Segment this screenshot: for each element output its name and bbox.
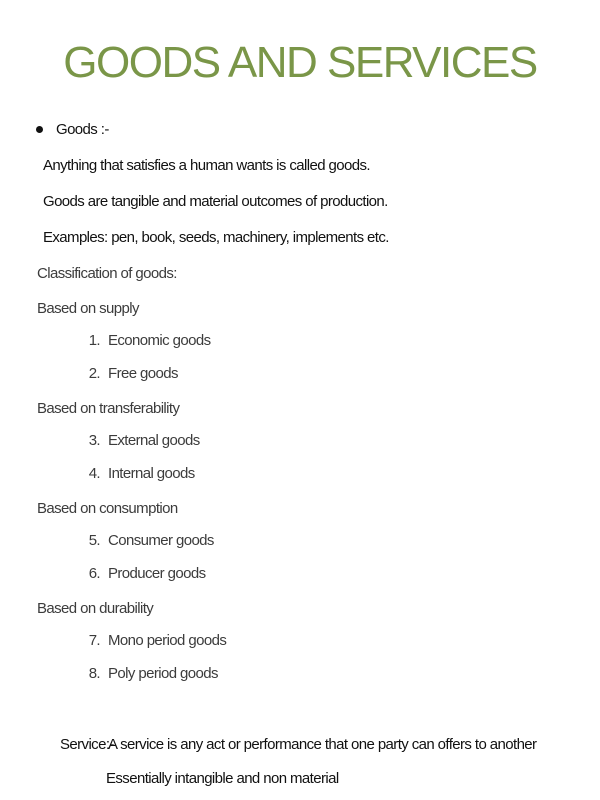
group-label-consumption: Based on consumption bbox=[37, 500, 178, 517]
list-item-text: External goods bbox=[108, 432, 200, 449]
list-item-text: Poly period goods bbox=[108, 665, 218, 682]
goods-examples: Examples: pen, book, seeds, machinery, implements etc. bbox=[43, 229, 389, 246]
goods-heading: Goods :- bbox=[56, 121, 109, 138]
goods-description: Goods are tangible and material outcomes of production. bbox=[43, 193, 388, 210]
list-item bbox=[80, 665, 218, 682]
list-item bbox=[80, 565, 206, 582]
list-item-number: 2. bbox=[88, 365, 100, 382]
service-definition: A service is any act or performance that one party can offers to another bbox=[108, 736, 537, 753]
service-description: Essentially intangible and non material bbox=[106, 770, 339, 787]
list-item bbox=[80, 532, 214, 549]
group-label-transferability: Based on transferability bbox=[37, 400, 180, 417]
list-item bbox=[80, 365, 178, 382]
list-item-text: Free goods bbox=[108, 365, 178, 382]
goods-definition: Anything that satisfies a human wants is called goods. bbox=[43, 157, 370, 174]
list-item-text: Consumer goods bbox=[108, 532, 214, 549]
list-item-text: Mono period goods bbox=[108, 632, 227, 649]
service-label: Service:- bbox=[60, 736, 114, 753]
list-item-number: 4. bbox=[88, 465, 100, 482]
classification-heading: Classification of goods: bbox=[37, 265, 177, 282]
list-item-number: 5. bbox=[88, 532, 100, 549]
list-item bbox=[80, 632, 226, 649]
list-item-number: 7. bbox=[88, 632, 100, 649]
list-item bbox=[80, 465, 195, 482]
group-label-supply: Based on supply bbox=[37, 300, 139, 317]
page-title: GOODS AND SERVICES bbox=[63, 38, 537, 87]
group-label-durability: Based on durability bbox=[37, 600, 154, 617]
list-item-number: 1. bbox=[88, 332, 100, 349]
list-item bbox=[80, 432, 200, 449]
list-item-number: 8. bbox=[88, 665, 100, 682]
list-item-number: 6. bbox=[88, 565, 100, 582]
list-item-number: 3. bbox=[88, 432, 100, 449]
list-item-text: Internal goods bbox=[108, 465, 195, 482]
bullet-icon bbox=[36, 126, 43, 133]
list-item-text: Economic goods bbox=[108, 332, 211, 349]
list-item-text: Producer goods bbox=[108, 565, 206, 582]
list-item bbox=[80, 332, 211, 349]
